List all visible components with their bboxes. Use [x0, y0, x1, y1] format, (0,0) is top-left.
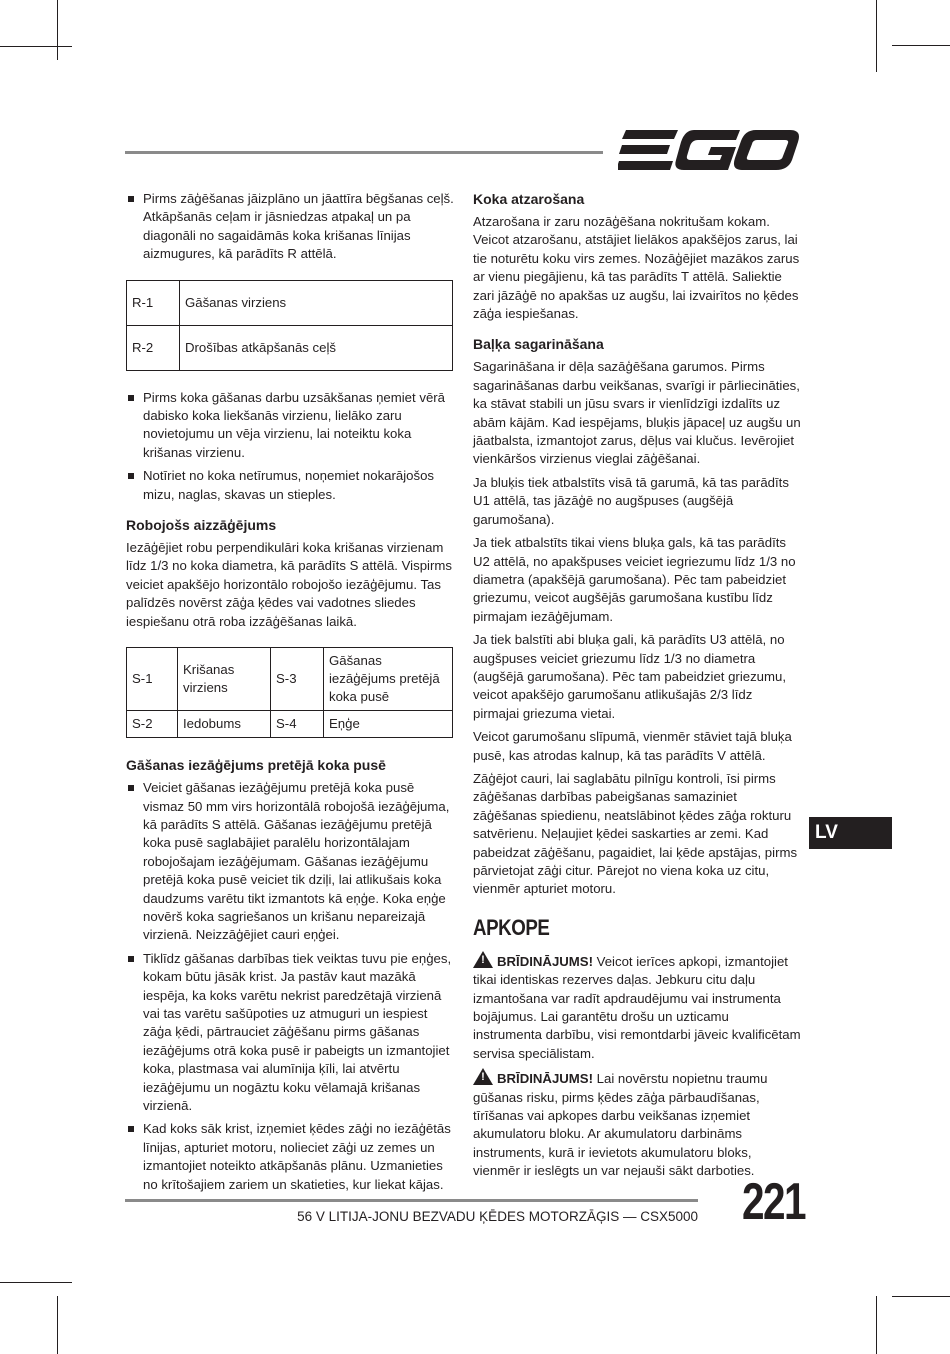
- page-number: 221: [742, 1173, 805, 1231]
- list-item: Pirms zāģēšanas jāizplāno un jāattīra bēgšanas ceļš. Atkāpšanās ceļam ir jāsniedzas atpakaļ un pa diagonāli no sagaidāmās koka krišanas līnijas aizmugures, kā parādīts R attēlā.: [126, 190, 454, 264]
- section-title: APKOPE: [473, 914, 550, 940]
- table-cell: S-4: [271, 711, 324, 738]
- header-rule: [125, 151, 603, 154]
- list-item: Kad koks sāk krist, izņemiet ķēdes zāģi no iezāģētās līnijas, apturiet motoru, nolieciet zāģi uz zemes un izmantojiet noteikto atkāpšanās plānu. Uzmanieties no krītošajiem zariem un skatieties, kur liekat kājas.: [126, 1120, 454, 1194]
- paragraph: Atzarošana ir zaru nozāģēšana nokritušam kokam. Veicot atzarošanu, atstājiet lielākos apakšējos zarus, lai tie noturētu koku virs zemes. Nozāģējiet mazākos zarus ar vienu piegājienu, kā tas parādīts T attēlā. Saliektie zari jāzāģē no apakšas uz augšu, lai izvairītos no ķēdes zāģa iespiešanas.: [473, 214, 800, 322]
- table-row: [127, 280, 453, 325]
- warning-text: Veicot ierīces apkopi, izmantojiet tikai identiskas rezerves daļas. Jebkuru citu daļu izmantošana var radīt apdraudējumu vai instrumenta bojājumus. Lai garantētu drošu un uzticamu instrumenta darbību, visi remontdarbi jāveic kvalificētam servisa speciālistam.: [473, 953, 801, 1061]
- section-heading: Koka atzarošana: [473, 191, 585, 207]
- crop-mark: [876, 0, 877, 72]
- section-heading: Robojošs aizzāģējums: [126, 517, 277, 534]
- legend-table-s: [126, 647, 453, 738]
- table-cell: Drošības atkāpšanās ceļš: [180, 325, 453, 370]
- paragraph: Ja tiek balstīti abi bluķa gali, kā parādīts U3 attēlā, no augšpuses veiciet griezumu līdz 1/3 no diametra (augšējā garumošana). Pēc tam pabeidziet griezumu, veicot apakšējo garumošanu atlikušajās 2/3 līdz pirmajai griezuma vietai.: [473, 632, 787, 721]
- crop-mark: [0, 46, 72, 47]
- crop-mark: [892, 1296, 950, 1297]
- crop-mark: [892, 45, 950, 46]
- left-column: [126, 190, 454, 1199]
- table-row: [127, 648, 453, 711]
- table-cell: Eņģe: [324, 711, 453, 738]
- paragraph: Sagarināšana ir dēļa sazāģēšana garumos. Pirms sagarināšanas darbu veikšanas, svarīgi ir pārliecināties, ka stāvat stabili un jūsu svars ir vienlīdzīgi izdalīts uz abām kājām. Kad iespējams, bluķis jāpaceļ uz augšu un jāatbalsta, izmantojot zarus, dēļus vai klučus. Ievērojiet vienkāršos virzienus vieglai zāģēšanai.: [473, 359, 801, 467]
- paragraph: Veicot garumošanu slīpumā, vienmēr stāviet tajā bluķa pusē, kas atrodas kalnup, kā tas parādīts V attēlā.: [473, 729, 792, 763]
- warning-label: BRĪDINĀJUMS!: [497, 953, 593, 969]
- list-item: Pirms koka gāšanas darbu uzsākšanas ņemiet vērā dabisko koka liekšanās virzienu, lielāko zaru novietojumu un vēja virzienu, lai noteiktu koka krišanas virzienu.: [126, 389, 454, 463]
- warning-label: BRĪDINĀJUMS!: [497, 1071, 593, 1087]
- paragraph: Iezāģējiet robu perpendikulāri koka krišanas virzienam līdz 1/3 no koka diametra, kā parādīts S attēlā. Vispirms veiciet apakšējo horizontālo robojošo iezāģējumu. Tas palīdzēs novērst zāģa ķēdes vai vadotnes sliedes iespiešanu otrā roba izzāģēšanas laikā.: [126, 540, 452, 629]
- right-column: [473, 190, 801, 1186]
- table-row: [127, 711, 453, 738]
- table-cell: Krišanas virziens: [178, 648, 271, 711]
- table-cell: Gāšanas iezāģējums pretējā koka pusē: [324, 648, 453, 711]
- warning-block: [473, 951, 801, 1063]
- paragraph: Ja bluķis tiek atbalstīts visā tā garumā, kā tas parādīts U1 attēlā, tas jāzāģē no augšpuses (augšējā garumošana).: [473, 474, 789, 527]
- table-cell: Iedobums: [178, 711, 271, 738]
- legend-table-r: [126, 280, 453, 371]
- table-cell: S-1: [127, 648, 178, 711]
- crop-mark: [876, 1296, 877, 1354]
- footer-product-title: 56 V LITIJA-JONU BEZVADU ĶĒDES MOTORZĀĢIS — CSX5000: [297, 1209, 698, 1224]
- footer-rule: [125, 1199, 698, 1202]
- crop-mark: [57, 1296, 58, 1354]
- list-item: Notīriet no koka netīrumus, noņemiet nokarājošos mizu, naglas, skavas un stieples.: [126, 467, 454, 504]
- table-cell: R-1: [127, 280, 180, 325]
- paragraph: Zāģējot cauri, lai saglabātu pilnīgu kontroli, īsi pirms zāģēšanas darbības pabeigšanas samaziniet zāģēšanas spiedienu, neatslābinot ķēdes zāģa rokturu satvērienu. Neļaujiet ķēdei saskarties ar zemi. Kad pabeidzat zāģēšanu, pagaidiet, lai ķēde apstājas, pirms pārvietojat zāģi citur. Pārejot no viena koka uz citu, vienmēr apturiet motoru.: [473, 770, 798, 897]
- warning-block: [473, 1068, 801, 1180]
- table-cell: R-2: [127, 325, 180, 370]
- table-cell: Gāšanas virziens: [180, 280, 453, 325]
- section-heading: Baļķa sagarināšana: [473, 336, 604, 353]
- table-cell: S-2: [127, 711, 178, 738]
- warning-text: Lai novērstu nopietnu traumu gūšanas risku, pirms ķēdes zāģa pārbaudīšanas, tīrīšanas vai apkopes darbu veikšanas izņemiet akumulatoru bloku. Ar akumulatoru darbināms instruments, kurā ir ievietots akumulatoru bloks, vienmēr ir ieslēgts un var nejauši sākt darboties.: [473, 1071, 768, 1179]
- crop-mark: [57, 0, 58, 60]
- language-tab: LV: [809, 817, 892, 849]
- warning-icon: !: [473, 951, 493, 968]
- table-row: [127, 325, 453, 370]
- list-item: Veiciet gāšanas iezāģējumu pretējā koka pusē vismaz 50 mm virs horizontālā robojošā iezāģējuma, kā parādīts S attēlā. Gāšanas iezāģējumu pretējā koka pusē saglabājiet paralēlu horizontālajam robojošajam iezāģējumam. Gāšanas iezāģējumu pretējā koka pusē veiciet tik dziļi, lai atlikušais koka daudzums varētu tikt izmantots kā eņģe. Koka eņģe novērš koka sagriešanos un krišanu nepareizajā virzienā. Neizzāģējiet cauri eņģei.: [126, 779, 454, 945]
- crop-mark: [0, 1282, 72, 1283]
- paragraph: Ja tiek atbalstīts tikai viens bluķa gals, kā tas parādīts U2 attēlā, no apakšpuses veiciet iegriezumu līdz 1/3 no diametra (apakšējā garumošana). Pēc tam pabeidziet griezumu, veicot augšējās garumošana kustību līdz pirmajam iezāģējumam.: [473, 535, 796, 624]
- ego-logo: [618, 128, 800, 172]
- warning-icon: !: [473, 1068, 493, 1085]
- section-heading: Gāšanas iezāģējums pretējā koka pusē: [126, 757, 386, 774]
- table-cell: S-3: [271, 648, 324, 711]
- list-item: Tiklīdz gāšanas darbības tiek veiktas tuvu pie eņģes, kokam būtu jāsāk krist. Ja pastāv kaut mazākā iespēja, ka koks varētu nekrist paredzētajā virzienā vai tas varētu sašūpoties uz atmuguri un iespiest zāģa ķēdi, pārtrauciet zāģēšanu pirms gāšanas iezāģējums otrā koka pusē ir pabeigts un izmantojiet koka, plastmasa vai alumīnija ķīli, lai atvērtu iezāģējumu un nogāztu koku vēlamajā krišanas virzienā.: [126, 950, 454, 1116]
